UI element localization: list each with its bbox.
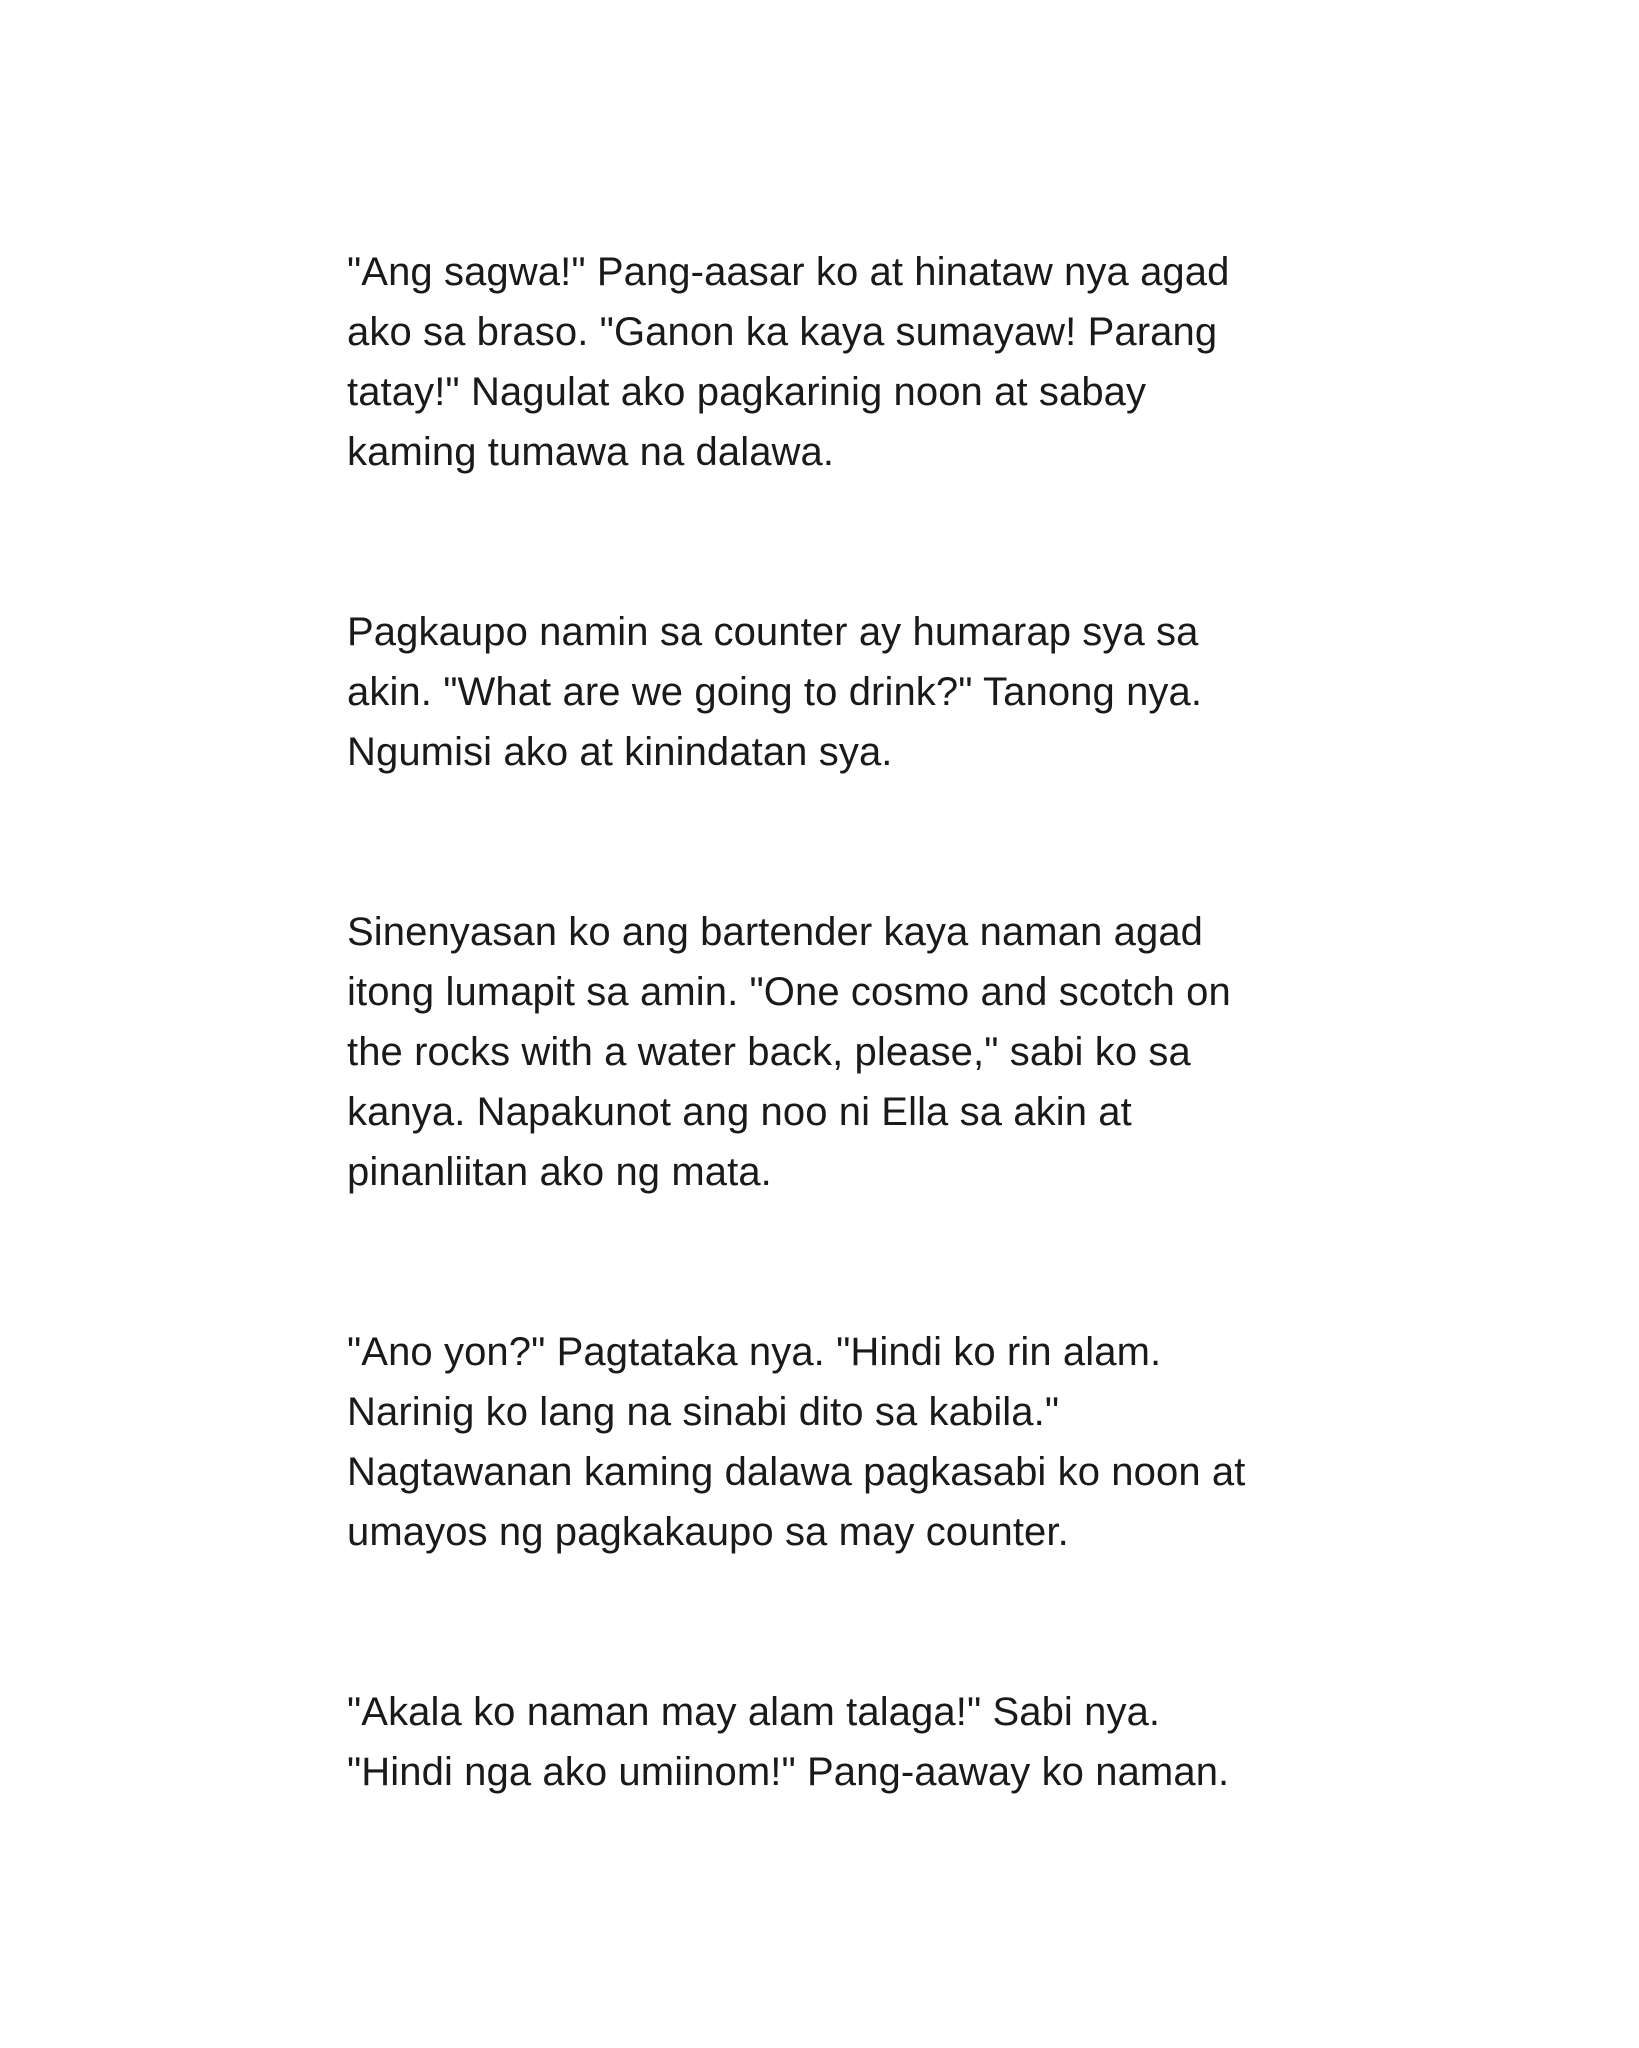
text-line: ako sa braso. "Ganon ka kaya sumayaw! Parang	[347, 310, 1218, 354]
story-text-column	[347, 242, 1287, 1802]
text-line: tatay!" Nagulat ako pagkarinig noon at sabay	[347, 370, 1147, 414]
story-paragraph-1	[347, 242, 1287, 482]
text-line: pinanliitan ako ng mata.	[347, 1150, 772, 1194]
text-line: the rocks with a water back, please," sabi ko sa	[347, 1030, 1191, 1074]
text-line: Nagtawanan kaming dalawa pagkasabi ko noon at	[347, 1450, 1246, 1494]
text-line: "Ang sagwa!" Pang-aasar ko at hinataw nya agad	[347, 250, 1230, 294]
text-line: Ngumisi ako at kinindatan sya.	[347, 730, 893, 774]
text-line: kaming tumawa na dalawa.	[347, 430, 835, 474]
text-line: "Akala ko naman may alam talaga!" Sabi nya.	[347, 1690, 1161, 1734]
text-line: itong lumapit sa amin. "One cosmo and scotch on	[347, 970, 1231, 1014]
text-line: "Hindi nga ako umiinom!" Pang-aaway ko naman.	[347, 1750, 1230, 1794]
text-line: Pagkaupo namin sa counter ay humarap sya sa	[347, 610, 1199, 654]
story-paragraph-3	[347, 902, 1287, 1202]
text-line: kanya. Napakunot ang noo ni Ella sa akin at	[347, 1090, 1132, 1134]
text-line: Sinenyasan ko ang bartender kaya naman agad	[347, 910, 1204, 954]
text-line: umayos ng pagkakaupo sa may counter.	[347, 1510, 1069, 1554]
story-paragraph-2	[347, 602, 1287, 782]
story-paragraph-4	[347, 1322, 1287, 1562]
text-line: "Ano yon?" Pagtataka nya. "Hindi ko rin alam.	[347, 1330, 1162, 1374]
text-line: akin. "What are we going to drink?" Tanong nya.	[347, 670, 1203, 714]
text-line: Narinig ko lang na sinabi dito sa kabila."	[347, 1390, 1060, 1434]
story-paragraph-5	[347, 1682, 1287, 1802]
